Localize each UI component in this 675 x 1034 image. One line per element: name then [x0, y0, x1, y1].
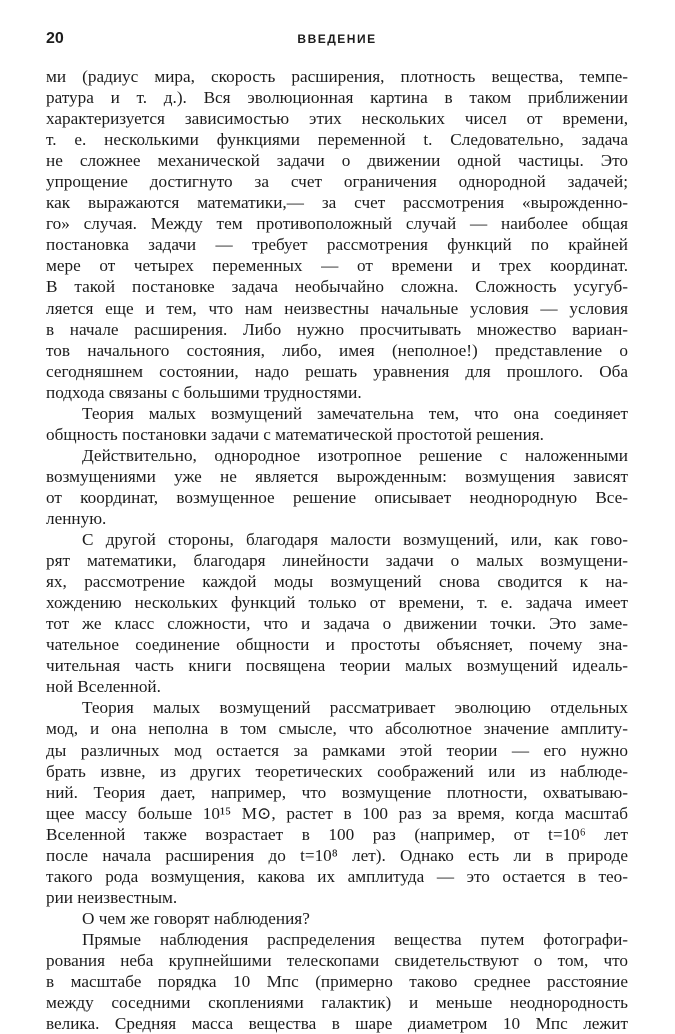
- text-line: подхода связаны с большими трудностями.: [46, 382, 362, 402]
- text-line: брать извне, из других теоретических соображений или из наблюде-: [46, 761, 628, 781]
- text-line: мод, и она неполна в том смысле, что абсолютное значение амплиту-: [46, 719, 628, 739]
- text-line: Действительно, однородное изотропное решение с наложенными: [82, 445, 628, 465]
- text-line: характеризуется зависимостью этих нескольких чисел от времени,: [46, 109, 628, 129]
- text-line: Прямые наблюдения распределения вещества путем фотографи-: [82, 929, 628, 949]
- text-line: общность постановки задачи с математической простотой решения.: [46, 424, 544, 444]
- text-line: ной Вселенной.: [46, 677, 161, 697]
- text-line: мере от четырех переменных — от времени и трех координат.: [46, 256, 628, 276]
- text-line: В такой постановке задача необычайно сложна. Сложность усугуб-: [46, 277, 628, 297]
- text-line: такого рода возмущения, какова их амплитуда — это остается в тео-: [46, 866, 628, 886]
- text-line: ляется еще и тем, что нам неизвестны начальные условия — условия: [46, 298, 628, 318]
- text-line: постановка задачи — требует рассмотрения функций по крайней: [46, 235, 628, 255]
- text-line: Теория малых возмущений замечательна тем, что она соединяет: [82, 403, 628, 423]
- text-line: рят математики, благодаря линейности задачи о малых возмущени-: [46, 551, 628, 571]
- text-line: ми (радиус мира, скорость расширения, плотность вещества, темпе-: [46, 67, 628, 86]
- text-line: тот же класс сложности, что и задача о движении точки. Это заме-: [46, 614, 628, 634]
- text-line: С другой стороны, благодаря малости возмущений, или, как гово-: [82, 530, 628, 550]
- text-line: чательное соединение общности и простоты объясняет, почему зна-: [46, 635, 628, 655]
- text-line: ратура и т. д.). Вся эволюционная картина в таком приближении: [46, 88, 628, 108]
- page-header: [46, 30, 628, 52]
- running-title: ВВЕДЕНИЕ: [297, 32, 377, 46]
- text-line: тов начального состояния, либо, имея (неполное!) представление о: [46, 340, 628, 360]
- text-line: возмущениями уже не является вырожденным: возмущения зависят: [46, 466, 628, 486]
- page-number: 20: [46, 30, 64, 47]
- text-line: О чем же говорят наблюдения?: [82, 908, 310, 928]
- text-line: ды различных мод остается за рамками этой теории — его нужно: [46, 740, 628, 760]
- text-line: го» случая. Между тем противоположный случай — наиболее общая: [46, 214, 628, 234]
- text-line: не сложнее механической задачи о движении одной частицы. Это: [46, 151, 628, 171]
- text-line: рии неизвестным.: [46, 887, 178, 907]
- text-line: в начале расширения. Либо нужно просчитывать множество вариан-: [46, 319, 628, 339]
- text-line: щее массу больше 10¹⁵ M⊙, растет в 100 раз за время, когда масштаб: [46, 803, 628, 823]
- text-line: упрощение достигнуто за счет ограничения однородной задачей;: [46, 172, 628, 192]
- text-line: ленную.: [46, 508, 107, 528]
- text-line: после начала расширения до t=10⁸ лет). Однако есть ли в природе: [46, 845, 628, 865]
- body-text: [46, 66, 628, 1034]
- text-line: хождению нескольких функций только от времени, т. е. задача имеет: [46, 593, 628, 613]
- text-line: Теория малых возмущений рассматривает эволюцию отдельных: [82, 698, 628, 718]
- text-line: ях, рассмотрение каждой моды возмущений снова сводится к на-: [46, 572, 628, 592]
- text-line: от координат, возмущенное решение описывает неоднородную Все-: [46, 487, 628, 507]
- text-line: Вселенной также возрастает в 100 раз (например, от t=10⁶ лет: [46, 824, 628, 844]
- text-line: сегодняшнем состоянии, надо решать уравнения для прошлого. Оба: [46, 361, 628, 381]
- text-line: в масштабе порядка 10 Мпс (примерно таково среднее расстояние: [46, 972, 628, 992]
- text-line: между соседними скоплениями галактик) и меньше неоднородность: [46, 993, 628, 1013]
- text-line: т. е. несколькими функциями переменной t. Следовательно, задача: [46, 130, 628, 150]
- text-line: чительная часть книги посвящена теории малых возмущений идеаль-: [46, 656, 628, 676]
- text-line: велика. Средняя масса вещества в шаре диаметром 10 Мпс лежит: [46, 1014, 628, 1034]
- text-line: рования неба крупнейшими телескопами свидетельствуют о том, что: [46, 950, 628, 970]
- text-line: ний. Теория дает, например, что возмущение плотности, охватываю-: [46, 782, 628, 802]
- text-line: как выражаются математики,— за счет рассмотрения «вырожденно-: [46, 193, 628, 213]
